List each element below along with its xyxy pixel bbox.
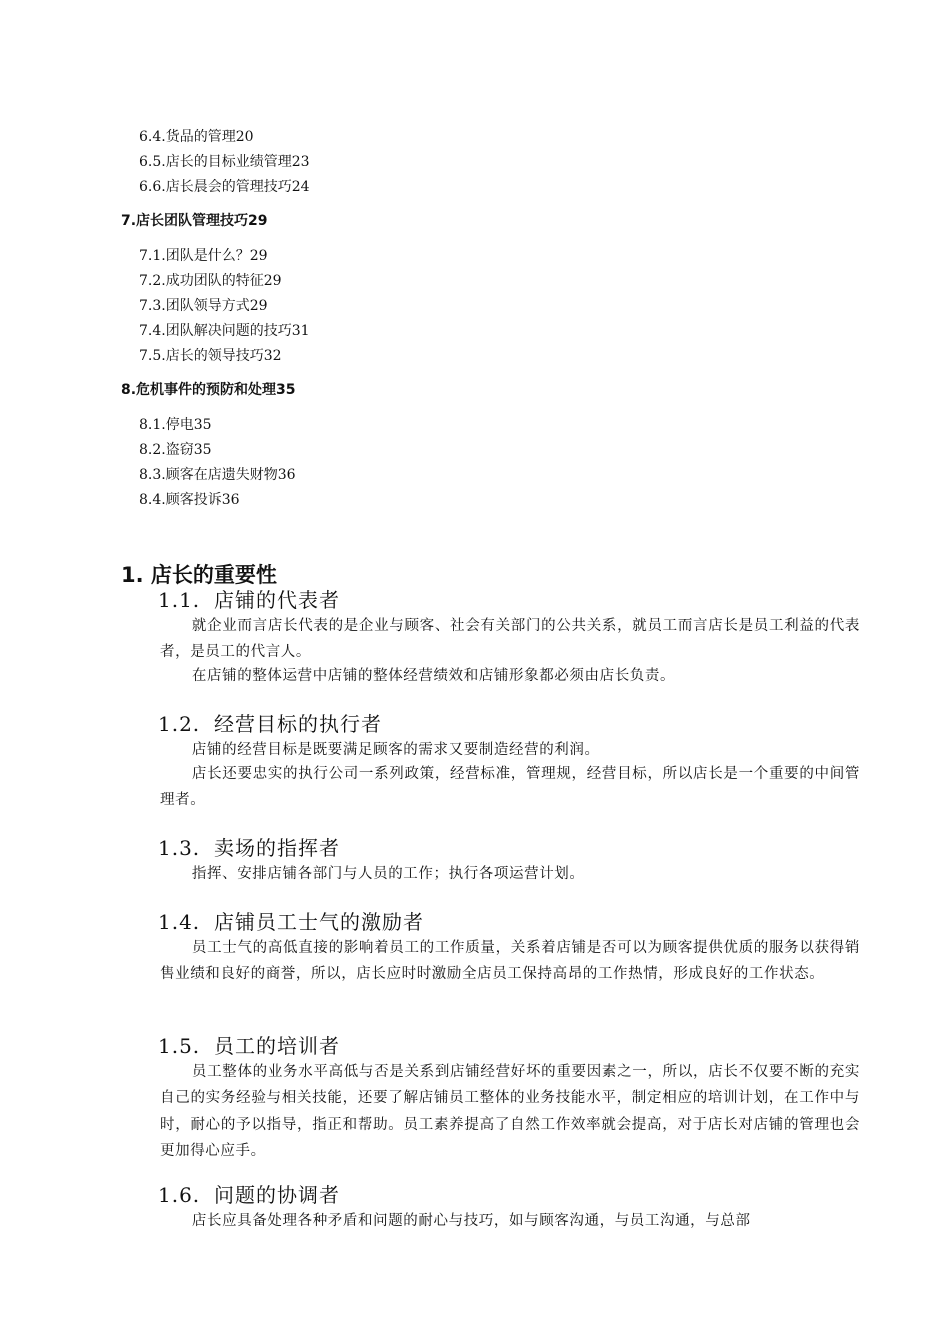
toc-item[interactable]: 7.1.团队是什么？29 [139,248,268,264]
section-number: 1.3. [158,836,201,860]
chapter-heading: 1. 店长的重要性 [121,563,277,587]
toc-item[interactable]: 6.4.货品的管理20 [139,129,254,145]
section-heading [158,588,340,612]
toc-item[interactable]: 6.5.店长的目标业绩管理23 [139,154,310,170]
paragraph: 店铺的经营目标是既要满足顾客的需求又要制造经营的利润。 [191,741,600,758]
paragraph: 在店铺的整体运营中店铺的整体经营绩效和店铺形象都必须由店长负责。 [191,667,676,684]
toc-item[interactable]: 8.1.停电35 [139,417,212,433]
section-title: 经营目标的执行者 [214,712,382,736]
paragraph: 员工士气的高低直接的影响着员工的工作质量，关系着店铺是否可以为顾客提供优质的服务以获得销售业绩和良好的商誉，所以，店长应时时激励全店员工保持高昂的工作热情，形成良好的工作状态。 [160,939,860,982]
section-heading [158,1183,340,1207]
section-number: 1.4. [158,910,201,934]
paragraph: 员工整体的业务水平高低与否是关系到店铺经营好坏的重要因素之一，所以，店长不仅要不断的充实自己的实务经验与相关技能，还要了解店铺员工整体的业务技能水平，制定相应的培训计划，在工作中与时，耐心的予以指导，指正和帮助。员工素养提高了自然工作效率就会提高，对于店长对店铺的管理也会更加得心应手。 [160,1063,860,1159]
section-number: 1.2. [158,712,201,736]
toc-item[interactable]: 7.2.成功团队的特征29 [139,273,282,289]
paragraph: 店长还要忠实的执行公司一系列政策，经营标准，管理规，经营目标，所以店长是一个重要的中间管理者。 [160,765,860,808]
section-number: 1.6. [158,1183,201,1207]
section-number: 1.1. [158,588,201,612]
toc-item[interactable]: 8.4.顾客投诉36 [139,492,240,508]
paragraph: 就企业而言店长代表的是企业与顾客、社会有关部门的公共关系，就员工而言店长是员工利益的代表者，是员工的代言人。 [160,617,860,660]
paragraph: 指挥、安排店铺各部门与人员的工作；执行各项运营计划。 [191,865,585,882]
toc-item[interactable]: 8.3.顾客在店遗失财物36 [139,467,296,483]
toc-item[interactable]: 7.4.团队解决问题的技巧31 [139,323,310,339]
section-heading [158,836,340,860]
toc-item[interactable]: 6.6.店长晨会的管理技巧24 [139,179,310,195]
section-title: 员工的培训者 [214,1034,340,1058]
section-number: 1.5. [158,1034,201,1058]
section-title: 店铺员工士气的激励者 [214,910,424,934]
toc-item[interactable]: 7.5.店长的领导技巧32 [139,348,282,364]
paragraph: 店长应具备处理各种矛盾和问题的耐心与技巧，如与顾客沟通，与员工沟通，与总部 [191,1212,751,1229]
toc-item[interactable]: 8.2.盗窃35 [139,442,212,458]
section-title: 问题的协调者 [214,1183,340,1207]
toc-chapter[interactable]: 7.店长团队管理技巧29 [121,213,268,229]
section-heading [158,1034,340,1058]
section-title: 卖场的指挥者 [214,836,340,860]
section-heading [158,910,424,934]
toc-item[interactable]: 7.3.团队领导方式29 [139,298,268,314]
section-heading [158,712,382,736]
section-title: 店铺的代表者 [214,588,340,612]
toc-chapter[interactable]: 8.危机事件的预防和处理35 [121,382,296,398]
